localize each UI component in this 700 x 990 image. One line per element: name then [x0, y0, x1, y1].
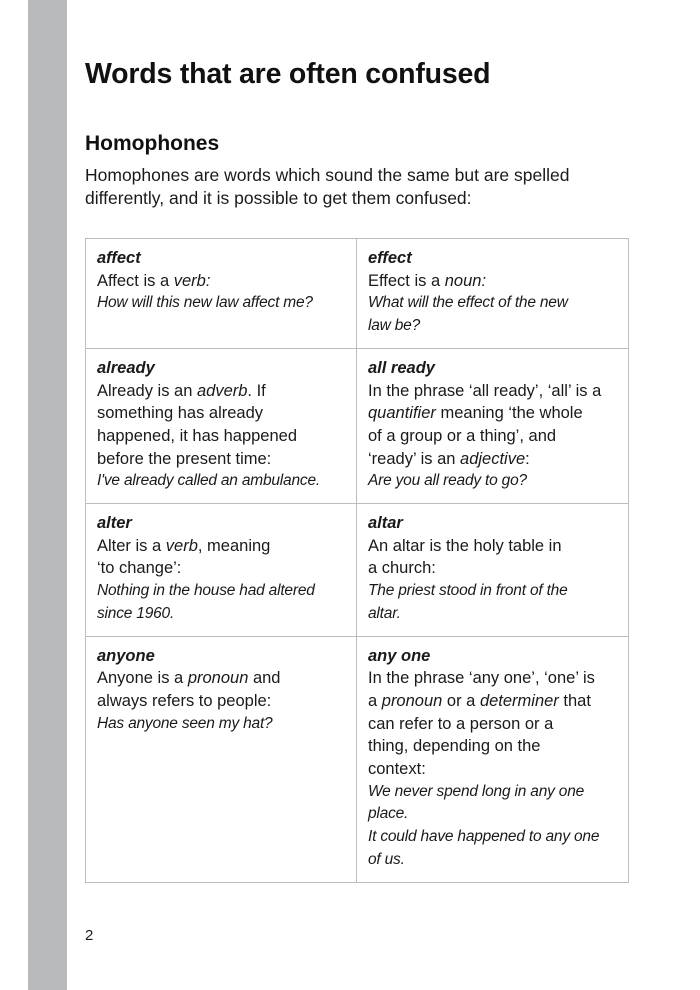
intro-text: Homophones are words which sound the same but are spelled differently, and it is possible to get them confused: [85, 165, 570, 208]
example: place. [368, 805, 409, 823]
definition: In the phrase ‘all ready’, ‘all’ is a [368, 381, 602, 400]
example: It could have happened to any one [368, 828, 600, 846]
definition [97, 535, 346, 558]
definition: ‘to change’: [97, 559, 182, 578]
definition-text: meaning ‘the whole [435, 404, 583, 423]
definition-text: : [525, 449, 530, 468]
definition [97, 667, 346, 690]
definition-emphasis: adverb [196, 381, 248, 400]
example: law be? [368, 317, 421, 335]
definition: something has already [97, 404, 264, 423]
definition: a church: [368, 559, 436, 578]
definition: of a group or a thing’, and [368, 426, 557, 445]
section-title: Homophones [85, 132, 220, 155]
term: alter [97, 514, 132, 533]
example: of us. [368, 850, 405, 868]
table-row [86, 504, 629, 637]
term: all ready [368, 358, 435, 377]
example: What will the effect of the new [368, 294, 568, 312]
table-cell [357, 348, 629, 503]
definition [368, 270, 618, 293]
definition: happened, it has happened [97, 426, 298, 445]
definition-emphasis: determiner [479, 691, 559, 710]
definition-text: Alter is a [97, 536, 166, 555]
definition-emphasis: adjective [460, 449, 526, 468]
table-cell [357, 504, 629, 637]
example: Are you all ready to go? [368, 472, 527, 490]
definition-emphasis: verb [165, 536, 198, 555]
definition-emphasis: pronoun [187, 669, 249, 688]
definition-text: and [248, 669, 281, 688]
term: already [97, 358, 155, 377]
definition-text: or a [442, 691, 480, 710]
table-cell [86, 348, 357, 503]
definition-text: Affect is a [97, 271, 174, 290]
page-number: 2 [85, 927, 94, 944]
term: any one [368, 646, 431, 665]
definition-text: Anyone is a [97, 669, 188, 688]
definition [368, 402, 618, 425]
table-row [86, 636, 629, 882]
definition-text: ‘ready’ is an [368, 449, 461, 468]
definition: can refer to a person or a [368, 714, 554, 733]
example: since 1960. [97, 604, 175, 622]
example: Nothing in the house had altered [97, 582, 315, 600]
example: altar. [368, 604, 401, 622]
definition-text: , meaning [197, 536, 271, 555]
definition-text: Effect is a [368, 271, 445, 290]
page-title: Words that are often confused [85, 58, 491, 90]
definition-text: Already is an [97, 381, 197, 400]
definition-emphasis: pronoun [381, 691, 443, 710]
term: affect [97, 249, 141, 267]
example: The priest stood in front of the [368, 582, 568, 600]
definition-text: a [368, 691, 382, 710]
definition: always refers to people: [97, 691, 272, 710]
term: altar [368, 514, 403, 533]
term: effect [368, 249, 412, 267]
definition: context: [368, 760, 426, 779]
definition-text: . If [247, 381, 266, 400]
table-row [86, 348, 629, 503]
table-cell [86, 239, 357, 349]
table-cell [357, 239, 629, 349]
example: How will this new law affect me? [97, 294, 313, 312]
definition-emphasis: noun: [444, 271, 487, 290]
definition: thing, depending on the [368, 737, 541, 756]
definition-emphasis: verb: [173, 271, 211, 290]
homophones-table [85, 238, 629, 883]
definition: before the present time: [97, 449, 272, 468]
table-cell [86, 636, 357, 882]
definition [97, 270, 346, 293]
table-cell [86, 504, 357, 637]
definition [97, 380, 346, 403]
example: Has anyone seen my hat? [97, 714, 273, 732]
definition: An altar is the holy table in [368, 536, 562, 555]
table-row [86, 239, 629, 349]
definition-emphasis: quantifier [368, 404, 436, 423]
example: I've already called an ambulance. [97, 472, 320, 490]
side-bar [28, 0, 67, 990]
table-cell [357, 636, 629, 882]
term: anyone [97, 646, 155, 665]
example: We never spend long in any one [368, 782, 585, 800]
definition-text: that [558, 691, 591, 710]
definition: In the phrase ‘any one’, ‘one’ is [368, 669, 595, 688]
definition [368, 690, 618, 713]
definition [368, 448, 618, 471]
